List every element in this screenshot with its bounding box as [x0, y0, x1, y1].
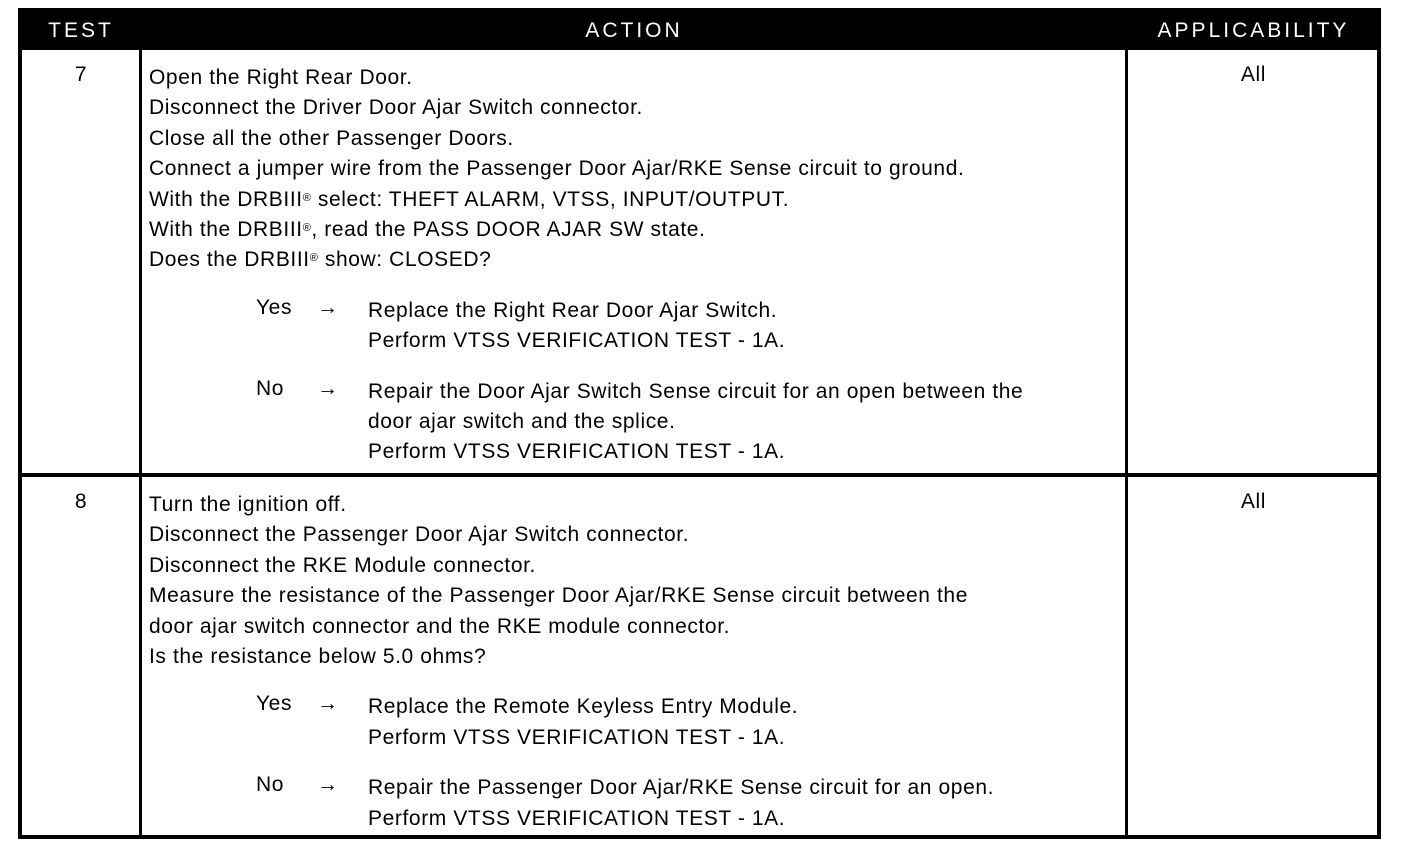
arrow-icon: → — [317, 295, 339, 319]
step-text: Close all the other Passenger Doors. — [149, 126, 514, 150]
yes-label: Yes — [256, 692, 293, 716]
arrow-icon: → — [317, 773, 339, 797]
applicability-value: All — [1240, 490, 1267, 513]
header-action: ACTION — [585, 19, 683, 42]
no-response — [149, 377, 1129, 468]
response-text: Replace the Remote Keyless Entry Module. — [368, 695, 799, 719]
arrow-icon: → — [317, 692, 339, 716]
step-text: Is the resistance below 5.0 ohms? — [149, 644, 487, 668]
step-text: Disconnect the Driver Door Ajar Switch connector. — [149, 96, 643, 120]
arrow-icon: → — [317, 376, 339, 400]
no-label: No — [256, 773, 285, 797]
step-text: Does the DRBIII® show: CLOSED? — [149, 248, 492, 272]
step-text: door ajar switch connector and the RKE module connector. — [149, 614, 731, 638]
step-text: With the DRBIII®, read the PASS DOOR AJAR SW state. — [149, 217, 706, 241]
step-text: Turn the ignition off. — [149, 493, 347, 516]
step-text: Measure the resistance of the Passenger Door Ajar/RKE Sense circuit between the — [149, 584, 968, 608]
step-text: Open the Right Rear Door. — [149, 66, 413, 89]
response-text: Repair the Door Ajar Switch Sense circuit for an open between the — [368, 379, 1024, 403]
yes-response — [149, 692, 1129, 753]
test-number: 7 — [74, 63, 88, 86]
response-text: Perform VTSS VERIFICATION TEST - 1A. — [368, 329, 786, 353]
response-text: door ajar switch and the splice. — [368, 409, 676, 433]
action-cell — [149, 63, 1129, 468]
step-text: Connect a jumper wire from the Passenger Door Ajar/RKE Sense circuit to ground. — [149, 157, 965, 181]
applicability-value: All — [1240, 63, 1267, 86]
row-divider — [22, 473, 1377, 477]
header-test: TEST — [48, 19, 114, 42]
step-text: Disconnect the Passenger Door Ajar Switch connector. — [149, 523, 690, 547]
header-applicability: APPLICABILITY — [1157, 19, 1350, 42]
step-text: With the DRBIII® select: THEFT ALARM, VTSS, INPUT/OUTPUT. — [149, 187, 790, 211]
diagnostic-table — [18, 8, 1381, 839]
table-header — [22, 12, 1377, 50]
action-cell — [149, 490, 1129, 834]
response-text: Repair the Passenger Door Ajar/RKE Sense circuit for an open. — [368, 776, 995, 800]
response-text: Perform VTSS VERIFICATION TEST - 1A. — [368, 806, 786, 830]
step-text: Disconnect the RKE Module connector. — [149, 553, 536, 577]
test-number: 8 — [74, 490, 88, 513]
response-text: Perform VTSS VERIFICATION TEST - 1A. — [368, 440, 786, 464]
yes-label: Yes — [256, 295, 293, 319]
response-text: Perform VTSS VERIFICATION TEST - 1A. — [368, 725, 786, 749]
no-response — [149, 773, 1129, 834]
response-text: Replace the Right Rear Door Ajar Switch. — [368, 298, 778, 322]
column-divider — [139, 50, 142, 835]
no-label: No — [256, 376, 285, 400]
yes-response — [149, 296, 1129, 357]
